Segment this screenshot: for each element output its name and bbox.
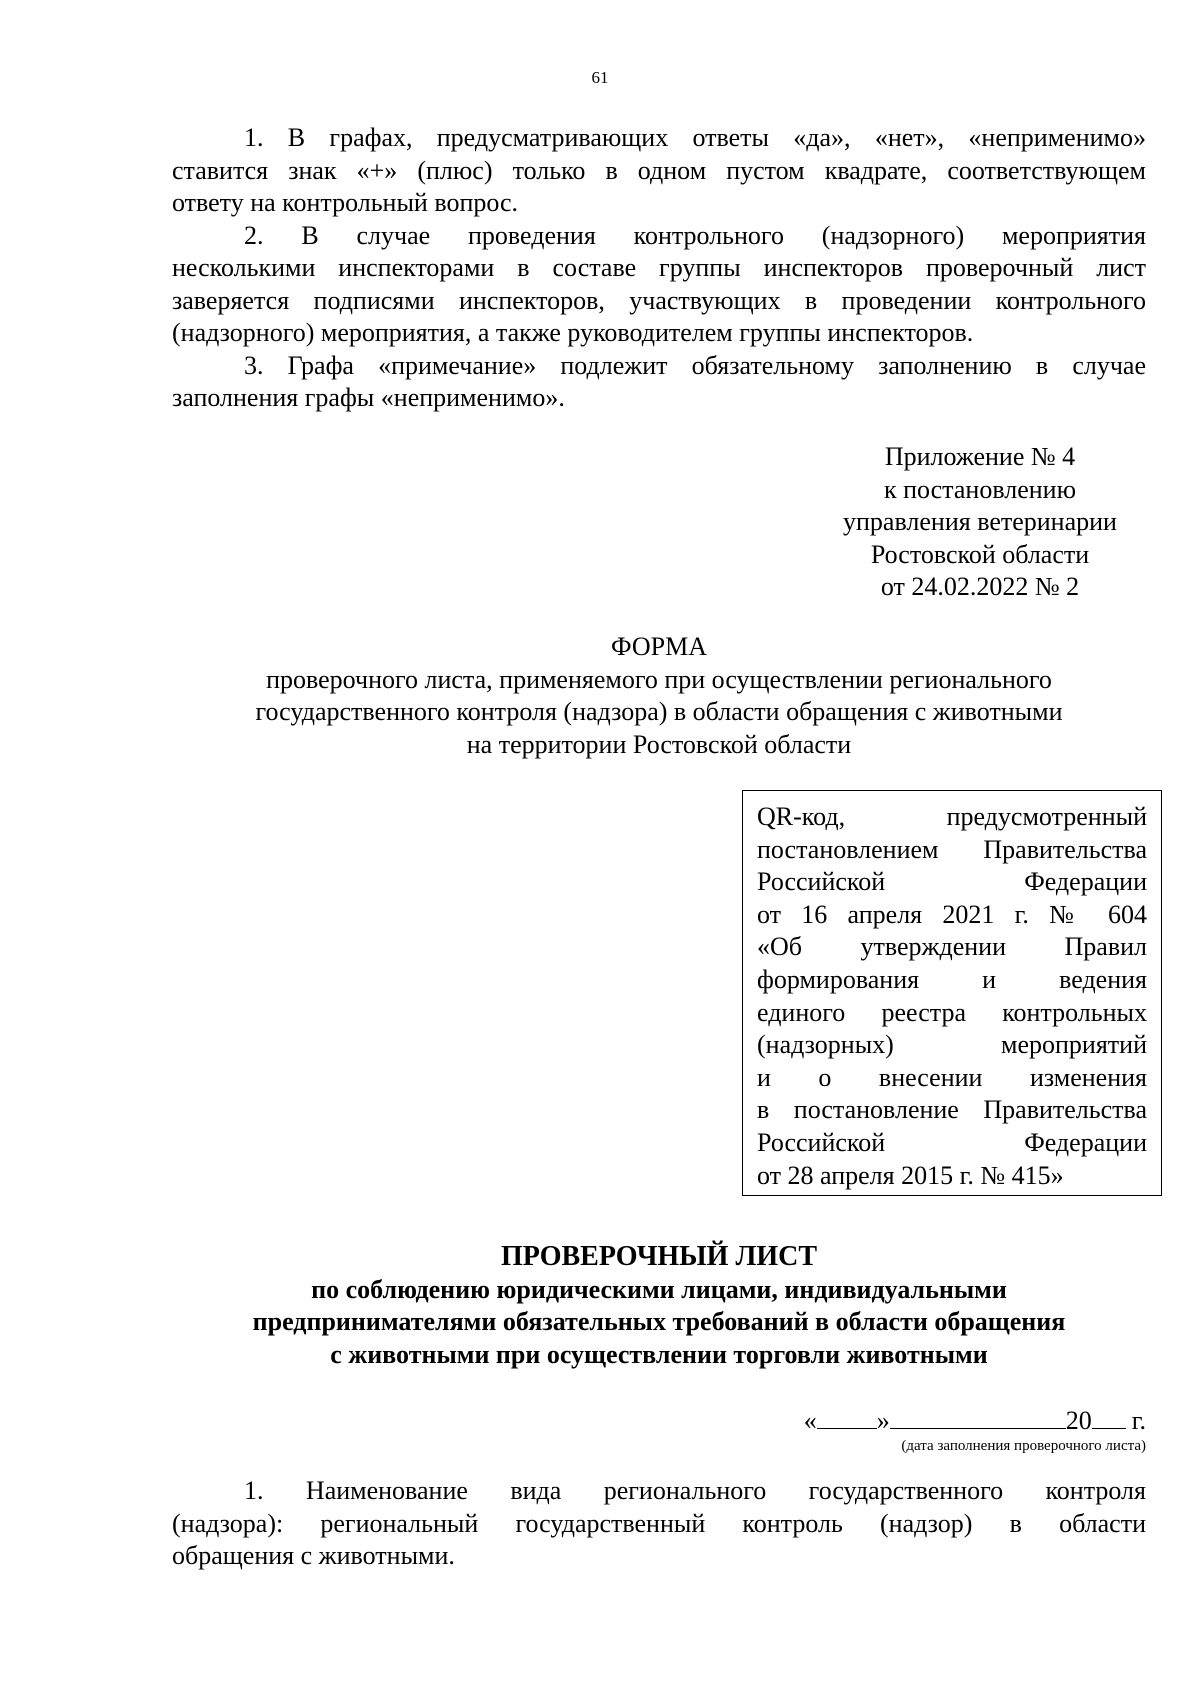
note-item-2-line-3: заверяется подписями инспекторов, участвующих в проведении контрольного [172,285,1146,315]
date-caption: (дата заполнения проверочного листа) [901,1438,1146,1454]
appendix-line-4: Ростовской области [870,539,1090,569]
appendix-line-3: управления ветеринарии [843,507,1117,536]
qr-code-box [742,790,1162,1196]
year-prefix: 20 [1065,1406,1092,1435]
appendix-header [820,441,1140,604]
qr-box-line: от 16 апреля 2021 г. № 604 [757,899,1147,929]
form-heading [172,631,1146,761]
qr-box-line: QR-код, предусмотренный [757,802,1147,831]
note-item-1-line-3: ответу на контрольный вопрос. [172,188,519,217]
qr-box-line: «Об утверждении Правил [757,932,1147,962]
note-item-2-line-2: несколькими инспекторами в составе группы инспекторов проверочный лист [172,253,1146,282]
form-heading-line-1: проверочного листа, применяемого при осуществлении регионального [266,664,1052,694]
appendix-line-1: Приложение № 4 [884,442,1076,471]
day-blank[interactable] [817,1406,877,1429]
notes-block [172,122,1146,415]
qr-box-line: в постановление Правительства [757,1095,1147,1125]
form-heading-line-2: государственного контроля (надзора) в области обращения с животными [255,697,1063,726]
section-1-line-2: (надзора): региональный государственный контроль (надзор) в области [172,1508,1146,1538]
month-blank[interactable] [890,1406,1066,1429]
checklist-title [172,1241,1146,1371]
section-1 [172,1475,1146,1573]
checklist-subtitle-line-2: предпринимателями обязательных требований в области обращения [252,1307,1066,1336]
note-item-1-line-1: 1. В графах, предусматривающих ответы «да», «нет», «неприменимо» [244,123,1146,152]
date-field[interactable] [700,1406,1146,1436]
year-blank[interactable] [1092,1406,1126,1429]
note-item-1-line-2: ставится знак «+» (плюс) только в одном пустом квадрате, соответствующем [172,155,1146,185]
qr-box-line: Российской Федерации [757,1127,1147,1157]
section-1-line-3: обращения с животными. [172,1541,455,1570]
qr-box-line: (надзорных) мероприятий [757,1030,1147,1060]
note-item-3-line-2: заполнения графы «неприменимо». [172,383,565,412]
date-open-quote: « [803,1406,817,1435]
checklist-main-title: ПРОВЕРОЧНЫЙ ЛИСТ [500,1241,817,1272]
qr-box-line: Российской Федерации [757,867,1147,897]
form-heading-line-3: на территории Ростовской области [466,729,852,759]
qr-box-line: постановлением Правительства [757,834,1147,864]
date-close-quote: » [876,1406,890,1435]
qr-box-line: единого реестра контрольных [757,997,1147,1027]
appendix-line-2: к постановлению [883,474,1077,504]
page-number: 61 [591,68,609,87]
appendix-line-5: от 24.02.2022 № 2 [880,572,1080,601]
qr-box-line: и о внесении изменения [757,1062,1147,1092]
note-item-2-line-1: 2. В случае проведения контрольного (надзорного) мероприятия [244,220,1146,250]
section-1-line-1: 1. Наименование вида регионального государственного контроля [244,1476,1146,1505]
checklist-subtitle-line-1: по соблюдению юридическими лицами, индивидуальными [311,1274,1007,1304]
note-item-3-line-1: 3. Графа «примечание» подлежит обязательному заполнению в случае [244,350,1146,380]
note-item-2-line-4: (надзорного) мероприятия, а также руководителем группы инспекторов. [172,318,974,347]
checklist-subtitle-line-3: с животными при осуществлении торговли животными [330,1339,988,1369]
qr-box-line: от 28 апреля 2015 г. № 415» [757,1160,1064,1190]
year-suffix: г. [1131,1406,1146,1435]
form-title: ФОРМА [611,632,707,661]
qr-box-line: формирования и ведения [757,964,1147,994]
